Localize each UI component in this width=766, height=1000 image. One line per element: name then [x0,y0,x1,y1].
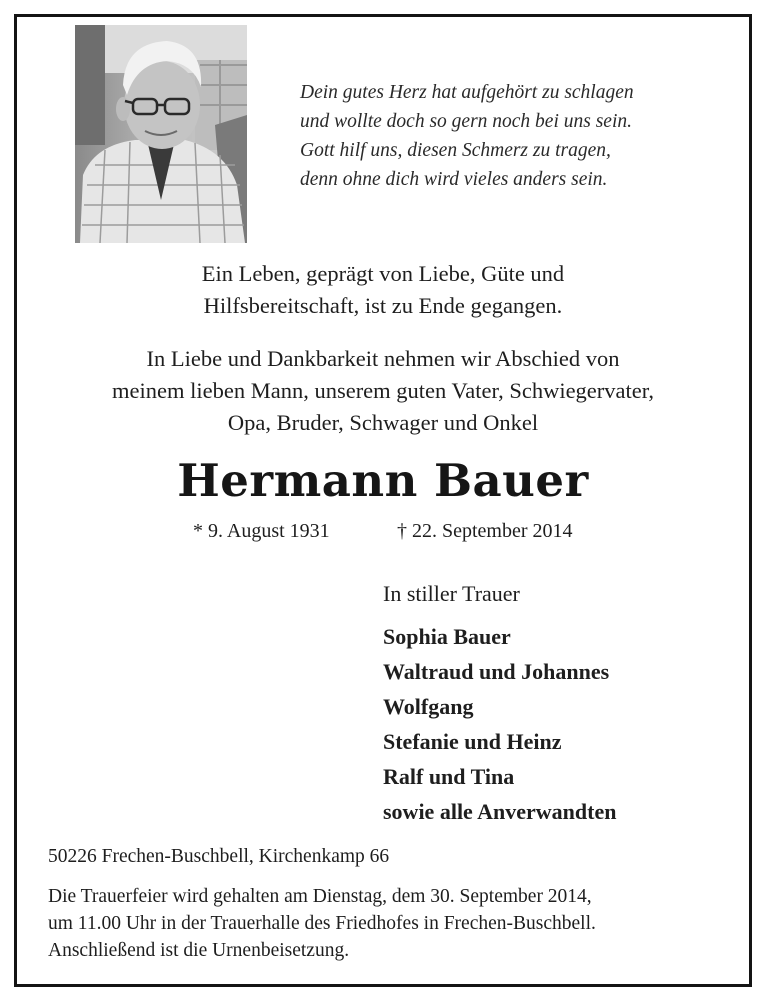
ceremony-line: Die Trauerfeier wird gehalten am Dienstag, dem 30. September 2014, [48,886,592,907]
mourner-name: sowie alle Anverwandten [383,799,617,824]
poem-line: Dein gutes Herz hat aufgehört zu schlagen [300,82,634,103]
mourner-name: Wolfgang [383,694,474,719]
portrait-photo [75,25,247,243]
farewell-line: Opa, Bruder, Schwager und Onkel [227,410,539,435]
ceremony-line: um 11.00 Uhr in der Trauerhalle des Friedhofes in Frechen-Buschbell. [48,913,596,934]
memorial-poem [300,78,720,194]
death-date: † 22. September 2014 [397,520,573,542]
mourner-name: Ralf und Tina [383,764,515,789]
poem-line: denn ohne dich wird vieles anders sein. [300,169,608,190]
poem-line: Gott hilf uns, diesen Schmerz zu tragen, [300,140,611,161]
life-summary [17,258,749,322]
intro-line: Ein Leben, geprägt von Liebe, Güte und [201,261,565,286]
portrait-photo-drawing [75,25,247,243]
mourner-name: Stefanie und Heinz [383,729,562,754]
farewell-line: In Liebe und Dankbarkeit nehmen wir Abschied von [146,346,620,371]
deceased-name: Hermann Bauer [177,454,589,507]
mourners-list [383,619,616,829]
farewell-text [17,343,749,439]
ceremony-details [48,883,596,964]
mourner-name: Sophia Bauer [383,624,511,649]
mourning-heading: In stiller Trauer [383,581,520,606]
mourner-name: Waltraud und Johannes [383,659,610,684]
intro-line: Hilfsbereitschaft, ist zu Ende gegangen. [203,293,563,318]
family-address: 50226 Frechen-Buschbell, Kirchenkamp 66 [48,846,390,867]
ceremony-line: Anschließend ist die Urnenbeisetzung. [48,940,350,961]
poem-line: und wollte doch so gern noch bei uns sein. [300,111,633,132]
birth-date: * 9. August 1931 [193,520,330,542]
farewell-line: meinem lieben Mann, unserem guten Vater, Schwiegervater, [112,378,654,403]
